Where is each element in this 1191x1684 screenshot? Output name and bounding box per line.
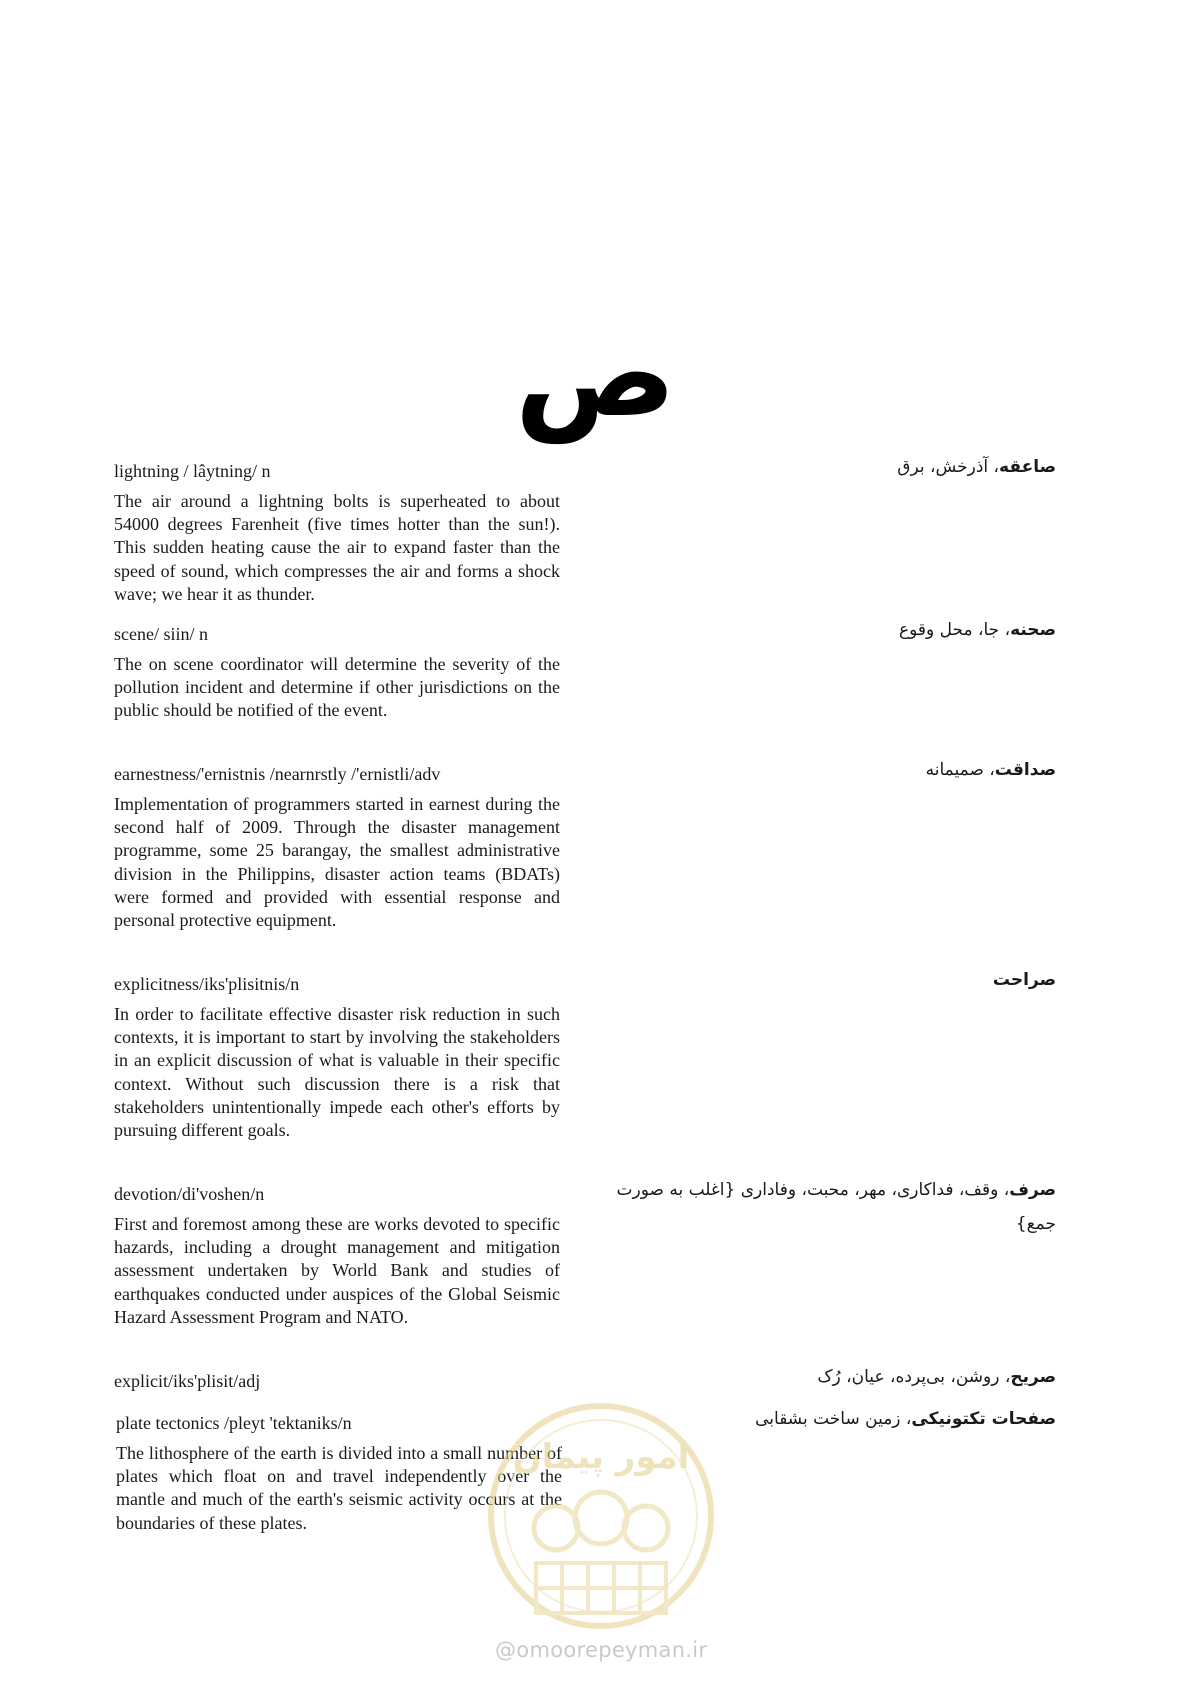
- persian-meaning: ، روشن، بی‌پرده، عیان، رُک: [817, 1367, 1011, 1387]
- english-headword: earnestness/'ernistnis /nearnrstly /'ernistli/adv: [114, 764, 441, 784]
- english-column: [116, 1412, 562, 1535]
- persian-column: [600, 1360, 1056, 1394]
- english-column: [114, 1183, 560, 1329]
- persian-column: [600, 1173, 1056, 1241]
- persian-column: [600, 753, 1056, 787]
- watermark-url: @omoorepeyman.ir: [495, 1638, 708, 1662]
- english-headword: devotion/di'voshen/n: [114, 1184, 265, 1204]
- english-column: [114, 1370, 560, 1392]
- persian-meaning: ، وقف، فداکاری، مهر، محبت، وفاداری {اغلب به صورت جمع}: [616, 1180, 1056, 1234]
- persian-term: صفحات تکتونیکی: [911, 1409, 1056, 1429]
- persian-meaning: ، آذرخش، برق: [897, 457, 1000, 477]
- example-definition: The on scene coordinator will determine the severity of the pollution incident and determine if other jurisdictions on the public should be notified of the event.: [114, 654, 560, 721]
- persian-meaning: ، جا، محل وقوع: [898, 620, 1011, 640]
- persian-term: صاعقه: [999, 457, 1056, 477]
- english-column: [114, 623, 560, 723]
- persian-column: [600, 963, 1056, 997]
- english-headword: plate tectonics /pleyt 'tektaniks/n: [116, 1413, 352, 1433]
- watermark-logo-text: امور پیمان: [512, 1437, 690, 1477]
- persian-column: [600, 1402, 1056, 1436]
- persian-term: صریح: [1010, 1367, 1056, 1387]
- persian-term: صحنه: [1010, 620, 1056, 640]
- english-column: [114, 973, 560, 1142]
- persian-term: صراحت: [992, 970, 1056, 990]
- example-definition: First and foremost among these are works devoted to specific hazards, including a drought management and mitigation assessment undertaken by World Bank and studies of earthquakes conducted under auspices of the Global Seismic Hazard Assessment Program and NATO.: [114, 1214, 560, 1327]
- english-column: [114, 460, 560, 606]
- english-headword: explicit/iks'plisit/adj: [114, 1371, 261, 1391]
- example-definition: Implementation of programmers started in earnest during the second half of 2009. Through the disaster management programme, some 25 barangay, the smallest administrative division in the Philippins, disaster action teams (BDATs) were formed and provided with essential response and personal protective equipment.: [114, 794, 560, 931]
- persian-meaning: ، زمین ساخت بشقابی: [755, 1409, 912, 1429]
- persian-column: [600, 450, 1056, 484]
- english-headword: scene/ siin/ n: [114, 624, 208, 644]
- persian-column: [600, 613, 1056, 647]
- persian-meaning: ، صمیمانه: [925, 760, 995, 780]
- example-definition: The lithosphere of the earth is divided into a small number of plates which float on and travel independently over the mantle and much of the earth's seismic activity occurs at the boundaries of these plates.: [116, 1443, 562, 1533]
- english-headword: lightning / lâytning/ n: [114, 461, 271, 481]
- example-definition: In order to facilitate effective disaster risk reduction in such contexts, it is important to start by involving the stakeholders in an explicit discussion of what is valuable in their specific context. Without such discussion there is a risk that stakeholders unintentionally impede each other's efforts by pursuing different goals.: [114, 1004, 560, 1141]
- english-column: [114, 763, 560, 932]
- persian-term: صداقت: [994, 760, 1056, 780]
- section-letter: ص: [514, 305, 677, 444]
- example-definition: The air around a lightning bolts is superheated to about 54000 degrees Farenheit (five times hotter than the sun!). This sudden heating cause the air to expand faster than the speed of sound, which compresses the air and forms a shock wave; we hear it as thunder.: [114, 491, 560, 604]
- persian-term: صرف: [1009, 1180, 1056, 1200]
- english-headword: explicitness/iks'plisitnis/n: [114, 974, 300, 994]
